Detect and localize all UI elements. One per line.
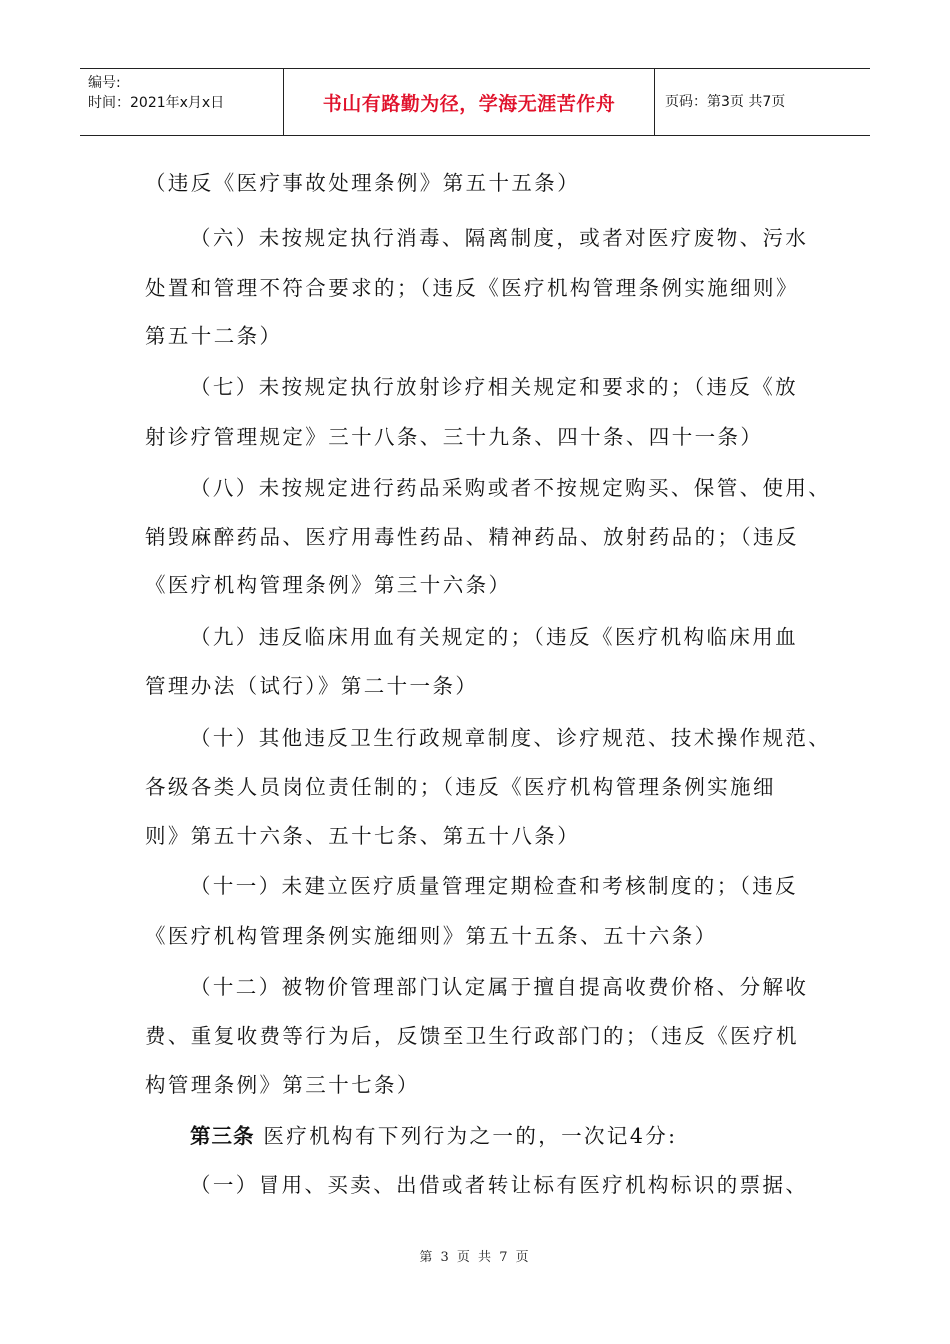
line-text: 则》第五十六条、五十七条、第五十八条）	[145, 824, 581, 848]
line-text: 各级各类人员岗位责任制的；（违反《医疗机构管理条例实施细	[145, 775, 776, 799]
text-line	[190, 471, 831, 501]
text-line	[145, 1019, 799, 1049]
text-line	[145, 669, 478, 699]
text-line	[145, 319, 282, 349]
line-text: 销毁麻醉药品、医疗用毒性药品、精神药品、放射药品的；（违反	[145, 525, 799, 549]
text-line	[145, 770, 776, 800]
text-line	[190, 1168, 808, 1198]
line-text: （违反《医疗事故处理条例》第五十五条）	[145, 171, 581, 195]
footer-page-number: 第 3 页 共 7 页	[419, 1250, 531, 1265]
text-line	[145, 1068, 420, 1098]
line-text: 构管理条例》第三十七条）	[145, 1073, 420, 1097]
text-line	[190, 620, 798, 650]
number-label: 编号:	[88, 75, 121, 91]
text-line	[190, 370, 798, 400]
line-text: 《医疗机构管理条例实施细则》第五十五条、五十六条）	[145, 924, 718, 948]
page-footer	[0, 1246, 950, 1265]
line-text: （十）其他违反卫生行政规章制度、诊疗规范、技术操作规范、	[190, 726, 832, 750]
text-line	[145, 420, 763, 450]
header-motto-cell	[283, 69, 655, 135]
line-text: （七）未按规定执行放射诊疗相关规定和要求的；（违反《放	[190, 375, 799, 399]
line-text: 第五十二条）	[145, 324, 283, 348]
line-text: （十二）被物价管理部门认定属于擅自提高收费价格、分解收	[190, 975, 809, 999]
line-text: （八）未按规定进行药品采购或者不按规定购买、保管、使用、	[190, 476, 832, 500]
text-line	[145, 520, 799, 550]
article-label: 第三条	[190, 1124, 255, 1148]
motto-text: 书山有路勤为径，学海无涯苦作舟	[322, 92, 616, 115]
header-page-cell	[655, 69, 870, 135]
text-line	[145, 568, 511, 598]
article-heading-line	[190, 1119, 677, 1149]
line-text: （一）冒用、买卖、出借或者转让标有医疗机构标识的票据、	[190, 1173, 809, 1197]
line-text: 处置和管理不符合要求的；（违反《医疗机构管理条例实施细则》	[145, 276, 799, 300]
text-line	[145, 166, 580, 196]
text-line	[190, 221, 808, 251]
page-header	[80, 68, 870, 136]
text-line	[190, 869, 798, 899]
line-text: 《医疗机构管理条例》第三十六条）	[145, 573, 512, 597]
line-text: （十一）未建立医疗质量管理定期检查和考核制度的；（违反	[190, 874, 799, 898]
text-line	[190, 721, 831, 751]
time-label: 时间：2021年x月x日	[88, 95, 225, 111]
line-text: 射诊疗管理规定》三十八条、三十九条、四十条、四十一条）	[145, 425, 764, 449]
page-info: 页码：第3页 共7页	[665, 94, 786, 110]
text-line	[190, 970, 808, 1000]
line-text: 医疗机构有下列行为之一的，一次记4分:	[254, 1124, 678, 1148]
header-meta	[80, 69, 283, 135]
line-text: （九）违反临床用血有关规定的；（违反《医疗机构临床用血	[190, 625, 799, 649]
text-line	[145, 271, 799, 301]
line-text: 管理办法（试行）》第二十一条）	[145, 674, 479, 698]
text-line	[145, 919, 718, 949]
line-text: （六）未按规定执行消毒、隔离制度，或者对医疗废物、污水	[190, 226, 809, 250]
line-text: 费、重复收费等行为后，反馈至卫生行政部门的；（违反《医疗机	[145, 1024, 799, 1048]
text-line	[145, 819, 580, 849]
